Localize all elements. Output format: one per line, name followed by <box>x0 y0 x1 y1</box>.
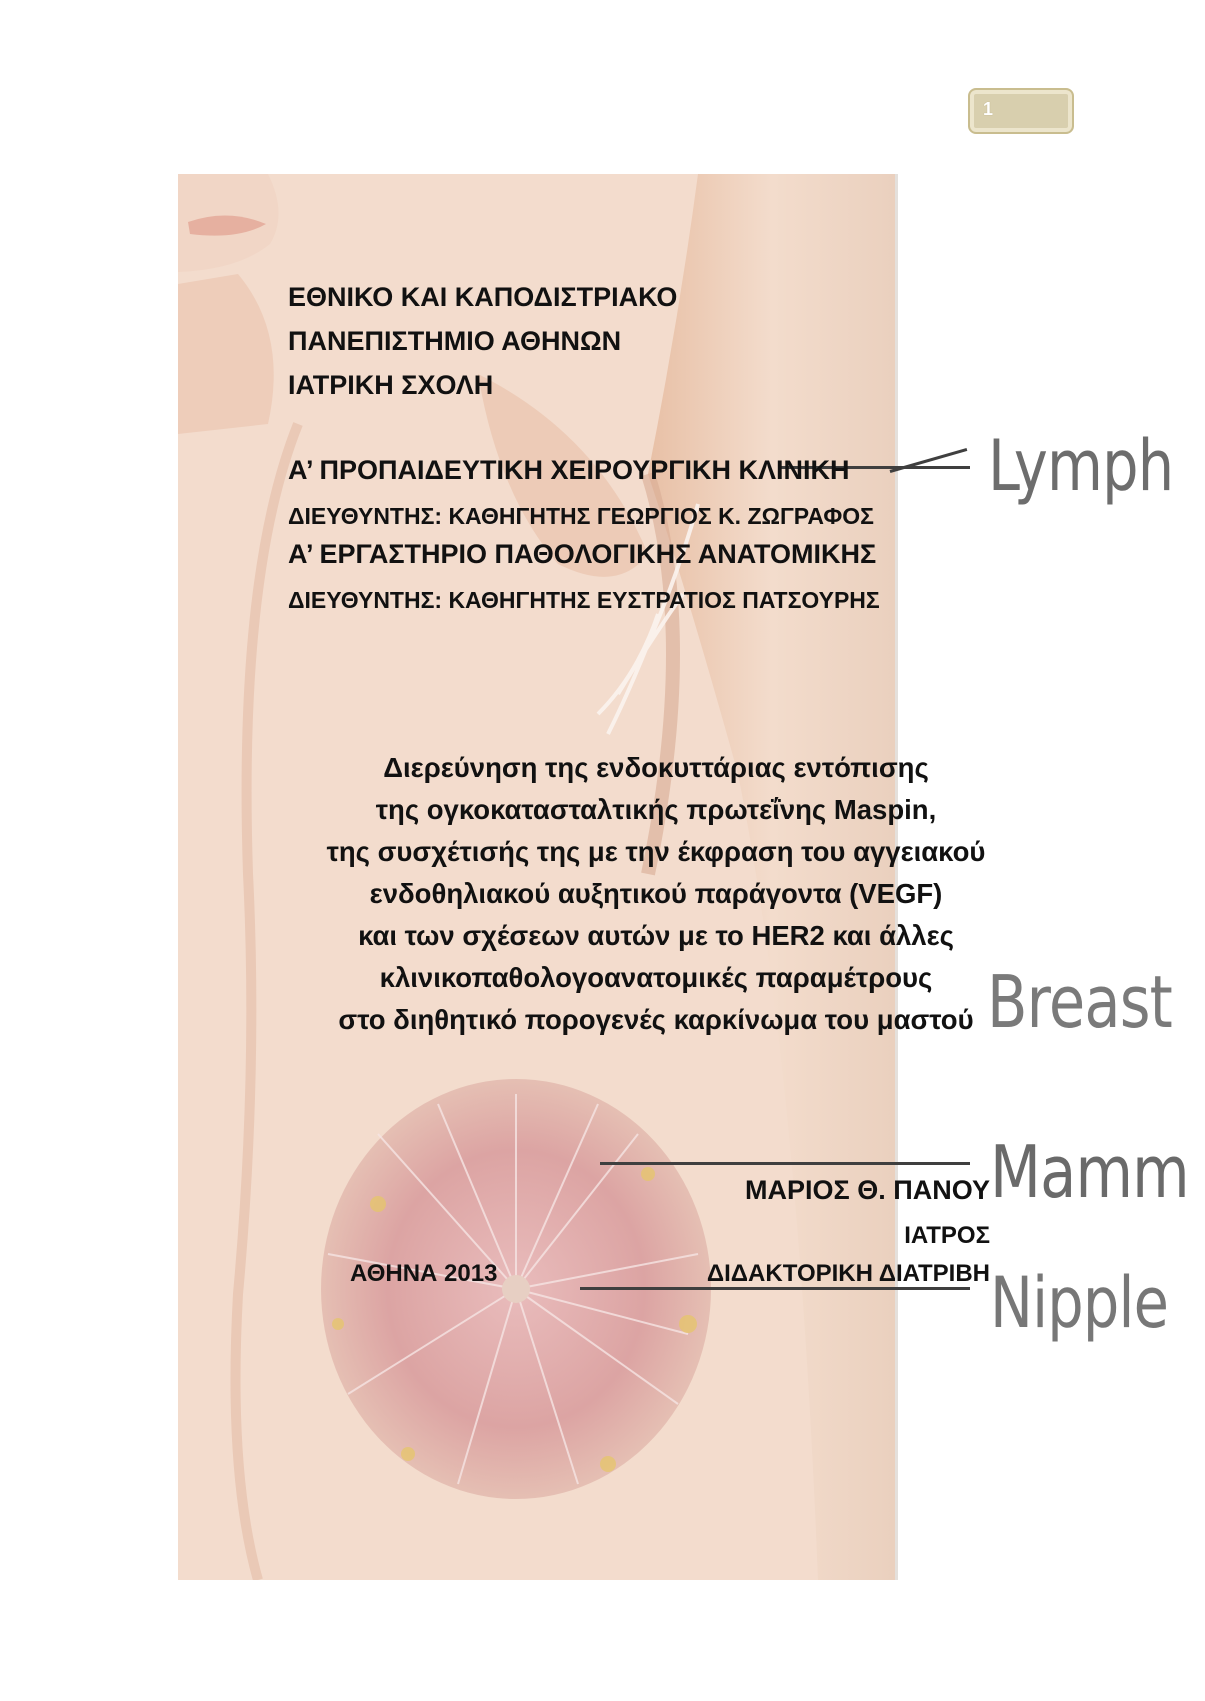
title-line: και των σχέσεων αυτών με το HER2 και άλλες <box>358 920 954 951</box>
title-line: της ογκοκατασταλτικής πρωτεΐνης Maspin, <box>375 794 937 825</box>
title-line: ενδοθηλιακού αυξητικού παράγοντα (VEGF) <box>369 878 943 909</box>
title-line: Διερεύνηση της ενδοκυττάριας εντόπισης <box>383 752 929 783</box>
figure-label-nipple: Nipple <box>990 1262 1169 1344</box>
mamm-pointer-line <box>600 1162 970 1165</box>
figure-label-lymph: Lymph <box>988 425 1174 507</box>
anatomy-drawing <box>178 174 896 1580</box>
clinic-director: ΔΙΕΥΘΥΝΤΗΣ: ΚΑΘΗΓΗΤΗΣ ΓΕΩΡΓΙΟΣ Κ. ΖΩΓΡΑΦΟΣ <box>288 503 874 529</box>
university-name-line1: ΕΘΝΙΚΟ ΚΑΙ ΚΑΠΟΔΙΣΤΡΙΑΚΟ <box>288 282 678 312</box>
page-number-tab <box>968 88 1074 134</box>
author-name: ΜΑΡΙΟΣ Θ. ΠΑΝΟΥ <box>745 1175 990 1205</box>
title-line: κλινικοπαθολογοανατομικές παραμέτρους <box>379 962 933 993</box>
place-and-year: ΑΘΗΝΑ 2013 <box>350 1260 498 1287</box>
clinic-name: Α’ ΠΡΟΠΑΙΔΕΥΤΙΚΗ ΧΕΙΡΟΥΡΓΙΚΗ ΚΛΙΝΙΚΗ <box>288 455 850 485</box>
title-line: της συσχέτισής της με την έκφραση του αγγειακού <box>326 836 986 867</box>
school-name: ΙΑΤΡΙΚΗ ΣΧΟΛΗ <box>288 370 494 400</box>
lab-name: Α’ ΕΡΓΑΣΤΗΡΙΟ ΠΑΘΟΛΟΓΙΚΗΣ ΑΝΑΤΟΜΙΚΗΣ <box>288 539 877 569</box>
page-edge-rule <box>895 174 898 1580</box>
lab-director: ΔΙΕΥΘΥΝΤΗΣ: ΚΑΘΗΓΗΤΗΣ ΕΥΣΤΡΑΤΙΟΣ ΠΑΤΣΟΥΡΗΣ <box>288 587 880 613</box>
figure-label-mamm: Mamm <box>990 1130 1189 1214</box>
cover-illustration <box>178 174 896 1580</box>
author-role: ΙΑΤΡΟΣ <box>904 1222 990 1249</box>
title-line: στο διηθητικό πορογενές καρκίνωμα του μαστού <box>338 1004 974 1035</box>
page-number: 1 <box>983 99 994 119</box>
lymph-pointer-diagonal <box>890 448 968 473</box>
figure-label-breast: Breast <box>987 960 1172 1044</box>
document-type: ΔΙΔΑΚΤΟΡΙΚΗ ΔΙΑΤΡΙΒΗ <box>706 1260 990 1287</box>
university-name-line2: ΠΑΝΕΠΙΣΤΗΜΙΟ ΑΘΗΝΩΝ <box>288 326 622 356</box>
